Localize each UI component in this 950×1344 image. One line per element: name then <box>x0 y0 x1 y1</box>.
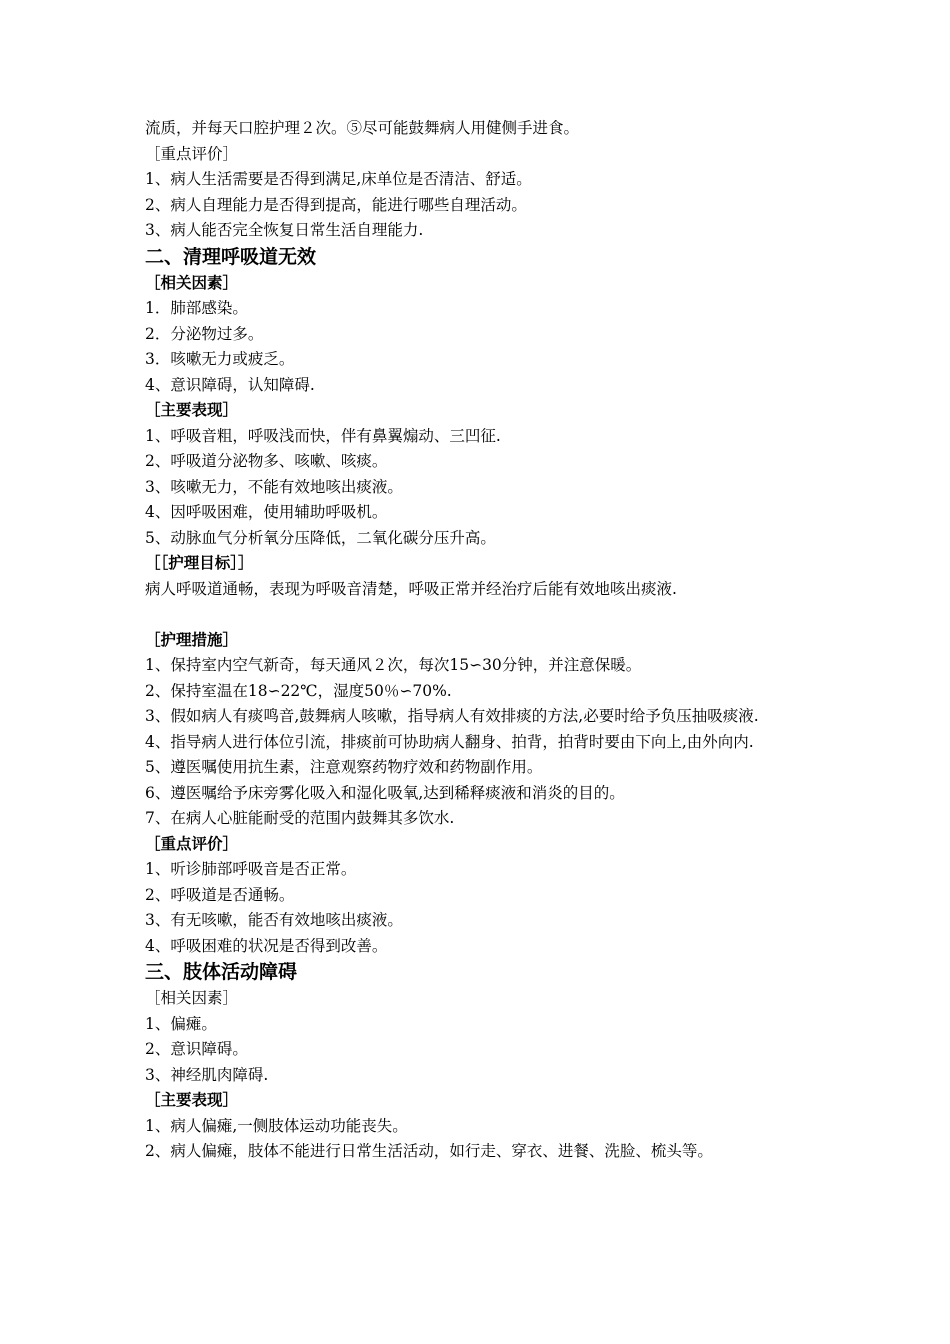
section2-eval: 2、呼吸道是否通畅。 <box>145 885 295 904</box>
section2-eval: 4、呼吸困难的状况是否得到改善。 <box>145 936 388 955</box>
section2-measure: 5、遵医嘱使用抗生素，注意观察药物疗效和药物副作用。 <box>145 758 543 776</box>
section2-factor: 2．分泌物过多。 <box>145 324 264 343</box>
section2-measure: 6、遵医嘱给予床旁雾化吸入和湿化吸氧,达到稀释痰液和消炎的目的。 <box>145 783 625 802</box>
section2-symptom: 1、呼吸音粗，呼吸浅而快，伴有鼻翼煽动、三凹征. <box>145 426 501 445</box>
intro-eval-item: 3、病人能否完全恢复日常生活自理能力. <box>145 221 424 239</box>
section2-symptom: 3、咳嗽无力，不能有效地咳出痰液。 <box>145 477 403 496</box>
section2-measures-title: ［护理措施］ <box>145 630 239 649</box>
section2-eval: 3、有无咳嗽，能否有效地咳出痰液。 <box>145 911 403 929</box>
section2-factors-title: ［相关因素］ <box>145 273 239 292</box>
section2-factor: 4、意识障碍，认知障碍. <box>145 375 315 394</box>
section2-measure: 3、假如病人有痰鸣音,鼓舞病人咳嗽，指导病人有效排痰的方法,必要时给予负压抽吸痰液. <box>145 707 759 725</box>
section2-title: 二、清理呼吸道无效 <box>145 245 317 268</box>
section2-eval: 1、听诊肺部呼吸音是否正常。 <box>145 860 357 878</box>
section2-measure: 1、保持室内空气新奇，每天通风２次，每次15∽30分钟，并注意保暖。 <box>145 656 642 674</box>
section2-factor: 1．肺部感染。 <box>145 299 248 317</box>
section3-symptom: 2、病人偏瘫，肢体不能进行日常生活活动，如行走、穿衣、进餐、洗脸、梳头等。 <box>145 1142 713 1160</box>
section3-factor: 2、意识障碍。 <box>145 1040 248 1058</box>
intro-eval-item: 1、病人生活需要是否得到满足,床单位是否清洁、舒适。 <box>145 170 532 188</box>
section2-symptom: 5、动脉血气分析氧分压降低，二氧化碳分压升高。 <box>145 528 496 547</box>
intro-eval-title: ［重点评价］ <box>145 144 239 163</box>
section2-symptom: 4、因呼吸困难，使用辅助呼吸机。 <box>145 503 388 521</box>
intro-eval-item: 2、病人自理能力是否得到提高，能进行哪些自理活动。 <box>145 195 527 214</box>
section3-factors-title: ［相关因素］ <box>145 989 239 1007</box>
section3-title: 三、肢体活动障碍 <box>145 961 298 983</box>
document-page <box>145 116 825 1165</box>
section2-measure: 7、在病人心脏能耐受的范围内鼓舞其多饮水. <box>145 809 455 827</box>
section2-symptoms-title: ［主要表现］ <box>145 401 239 419</box>
section3-factor: 1、偏瘫。 <box>145 1014 217 1033</box>
intro-line: 流质，并每天口腔护理２次。⑤尽可能鼓舞病人用健侧手进食。 <box>145 119 580 137</box>
section2-goal: 病人呼吸道通畅，表现为呼吸音清楚，呼吸正常并经治疗后能有效地咳出痰液. <box>145 579 677 598</box>
blank-line <box>145 602 825 628</box>
section2-goal-title: ［［护理目标］］ <box>145 554 254 572</box>
section2-factor: 3．咳嗽无力或疲乏。 <box>145 350 295 368</box>
section3-factor: 3、神经肌肉障碍. <box>145 1065 269 1084</box>
section2-eval-title: ［重点评价］ <box>145 834 239 853</box>
section3-symptom: 1、病人偏瘫,一侧肢体运动功能丧失。 <box>145 1116 408 1135</box>
section3-symptoms-title: ［主要表现］ <box>145 1091 239 1109</box>
section2-measure: 2、保持室温在18∽22℃，湿度50％∽70%. <box>145 681 452 700</box>
section2-measure: 4、指导病人进行体位引流，排痰前可协助病人翻身、拍背，拍背时要由下向上,由外向内. <box>145 732 754 751</box>
section2-symptom: 2、呼吸道分泌物多、咳嗽、咳痰。 <box>145 452 388 470</box>
